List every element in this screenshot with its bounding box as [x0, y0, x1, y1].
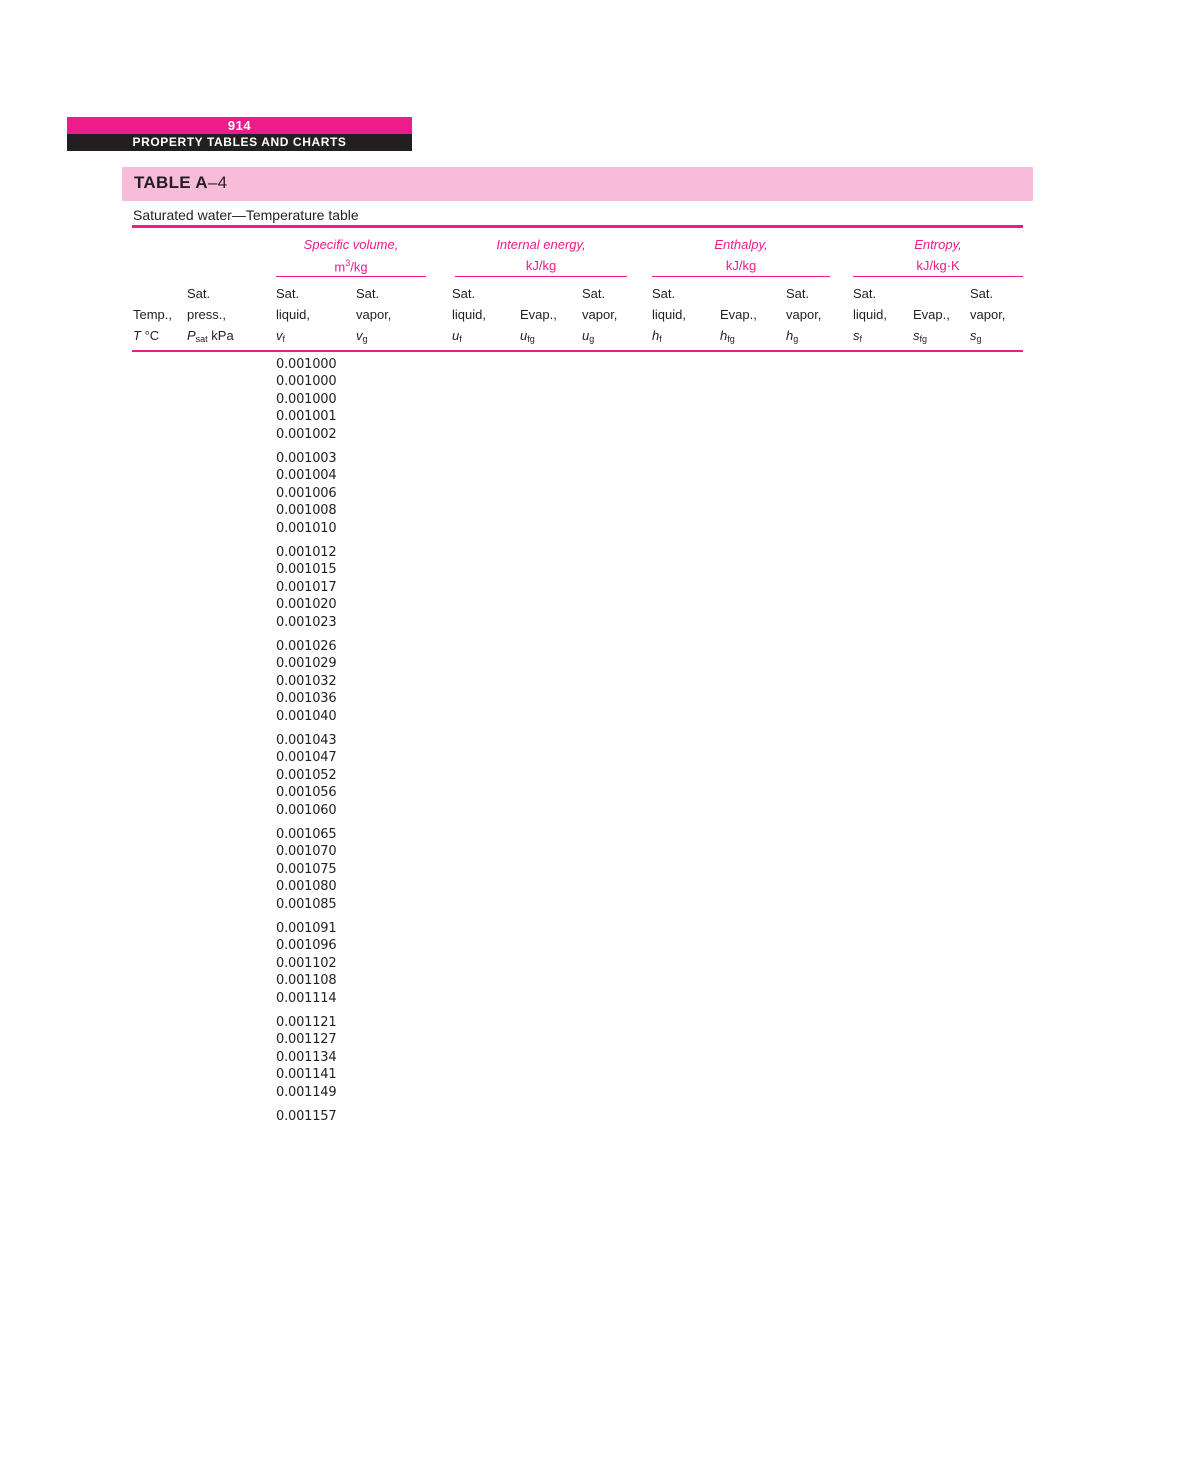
page-header	[67, 117, 412, 151]
column-header-line1: Sat.	[970, 286, 994, 301]
column-header-3	[356, 283, 391, 350]
group-internal-energy-title: Internal energy,	[496, 237, 586, 252]
table-cell: 0.001157	[276, 1109, 337, 1124]
table-cell: 0.001017	[276, 579, 337, 595]
column-header-line1: Sat.	[356, 286, 380, 301]
group-internal-energy-unit: kJ/kg	[525, 258, 557, 273]
group-specific-volume-title: Specific volume,	[303, 237, 399, 252]
table-cell: 0.001000	[276, 374, 337, 390]
column-header-symbol: $s_g$	[970, 328, 982, 344]
column-header-line1: Sat.	[452, 286, 476, 301]
column-header-11	[913, 283, 950, 350]
column-header-line2: vapor,	[786, 307, 822, 322]
unit-sup: 3	[345, 258, 351, 268]
column-header-line2: press.,	[187, 307, 227, 322]
section-title: PROPERTY TABLES AND CHARTS	[67, 134, 412, 151]
column-header-symbol: $u_g$	[582, 328, 595, 344]
column-header-line1: Sat.	[786, 286, 810, 301]
column-header-10	[853, 283, 887, 350]
column-header-line2: liquid,	[652, 307, 686, 322]
column-header-8	[720, 283, 757, 350]
column-header-line1: Sat.	[853, 286, 877, 301]
table-cell: 0.001043	[276, 733, 337, 748]
column-header-line2: vapor,	[356, 307, 392, 322]
group-specific-volume-unit	[276, 258, 426, 274]
group-enthalpy-title: Enthalpy,	[714, 237, 768, 252]
table-cell: 0.001075	[276, 861, 337, 877]
column-header-line1	[520, 283, 557, 304]
table-cell: 0.001070	[276, 844, 337, 860]
table-cell: 0.001020	[276, 597, 337, 613]
column-header-5	[520, 283, 557, 350]
column-header-2	[276, 283, 310, 350]
column-header-line1: Sat.	[582, 286, 606, 301]
table-cell: 0.001102	[276, 955, 337, 971]
column-header-line2: Evap.,	[913, 307, 950, 322]
table-cell: 0.001127	[276, 1032, 337, 1048]
group-enthalpy-unit: kJ/kg	[725, 258, 757, 273]
table-cell: 0.001052	[276, 767, 337, 783]
column-header-symbol: $s_{fg}$	[913, 328, 928, 344]
column-header-line2: liquid,	[452, 307, 486, 322]
top-rule	[132, 225, 1023, 228]
column-header-symbol: $h_g$	[786, 328, 799, 344]
column-header-symbol: $h_f$	[652, 328, 662, 344]
table-cell: 0.001085	[276, 896, 337, 912]
table-label-text: TABLE A	[134, 173, 208, 192]
table-cell: 0.001002	[276, 426, 337, 442]
table-cell: 0.001091	[276, 921, 337, 936]
column-header-symbol: $v_g$	[356, 328, 368, 344]
group-entropy-unit: kJ/kg·K	[916, 258, 960, 273]
table-cell: 0.001080	[276, 879, 337, 895]
table-cell: 0.001029	[276, 656, 337, 672]
group-rule-entropy	[853, 276, 1023, 277]
table-cell: 0.001001	[276, 409, 337, 425]
column-header-1	[187, 283, 234, 350]
column-header-symbol: $h_{fg}$	[720, 328, 735, 344]
table-cell: 0.001000	[276, 391, 337, 407]
group-rule-enthalpy	[652, 276, 830, 277]
column-header-line1	[133, 283, 172, 304]
column-header-line1	[720, 283, 757, 304]
column-header-6	[582, 283, 617, 350]
table-caption: Saturated water—Temperature table	[133, 207, 359, 223]
column-header-9	[786, 283, 821, 350]
table-cell: 0.001008	[276, 503, 337, 519]
column-header-symbol: $u_f$	[452, 328, 462, 344]
column-header-symbol: T °C	[133, 328, 160, 343]
table-cell: 0.001032	[276, 673, 337, 689]
column-header-line1: Sat.	[276, 286, 300, 301]
table-label-number: –4	[207, 173, 228, 192]
table-cell: 0.001010	[276, 520, 337, 536]
column-header-symbol: $u_{fg}$	[520, 328, 535, 344]
column-header-line2: Evap.,	[720, 307, 757, 322]
group-entropy-title: Entropy,	[914, 237, 962, 252]
table-cell: 0.001060	[276, 802, 337, 818]
table-cell: 0.001012	[276, 545, 337, 560]
table-cell: 0.001000	[276, 357, 337, 372]
table-label	[134, 173, 227, 193]
table-cell: 0.001026	[276, 639, 337, 654]
table-cell: 0.001006	[276, 485, 337, 501]
table-cell: 0.001056	[276, 785, 337, 801]
column-header-line2: vapor,	[582, 307, 618, 322]
table-cell: 0.001121	[276, 1015, 337, 1030]
page-number: 914	[67, 117, 412, 134]
group-rule-internal-energy	[455, 276, 627, 277]
table-cell: 0.001015	[276, 562, 337, 578]
table-cell: 0.001108	[276, 973, 337, 989]
group-rule-specific-volume	[276, 276, 426, 277]
table-cell: 0.001096	[276, 938, 337, 954]
table-cell: 0.001141	[276, 1067, 337, 1083]
header-rule	[132, 350, 1023, 352]
column-header-symbol: $P_{sat}$ kPa	[187, 328, 234, 344]
table-cell: 0.001149	[276, 1084, 337, 1100]
table-cell: 0.001004	[276, 468, 337, 484]
column-header-12	[970, 283, 1005, 350]
table-cell: 0.001047	[276, 750, 337, 766]
column-header-symbol: $v_f$	[276, 328, 286, 344]
column-header-symbol: $s_f$	[853, 328, 863, 344]
column-header-line1	[913, 283, 950, 304]
table-cell: 0.001134	[276, 1049, 337, 1065]
unit-rest: /kg	[350, 259, 368, 275]
column-header-0	[133, 283, 172, 346]
table-cell: 0.001065	[276, 827, 337, 842]
column-header-line1: Sat.	[187, 286, 211, 301]
table-cell: 0.001036	[276, 691, 337, 707]
table-banner	[122, 167, 1033, 201]
column-header-line1: Sat.	[652, 286, 676, 301]
column-header-line2: liquid,	[276, 307, 310, 322]
table-cell: 0.001023	[276, 614, 337, 630]
column-header-line2: Evap.,	[520, 307, 557, 322]
table-cell: 0.001003	[276, 451, 337, 466]
column-header-line2: Temp.,	[133, 307, 173, 322]
column-header-4	[452, 283, 486, 350]
column-header-line2: liquid,	[853, 307, 887, 322]
unit-base: m	[334, 259, 346, 275]
column-header-line2: vapor,	[970, 307, 1006, 322]
column-header-7	[652, 283, 686, 350]
table-cell: 0.001114	[276, 990, 337, 1006]
table-cell: 0.001040	[276, 708, 337, 724]
